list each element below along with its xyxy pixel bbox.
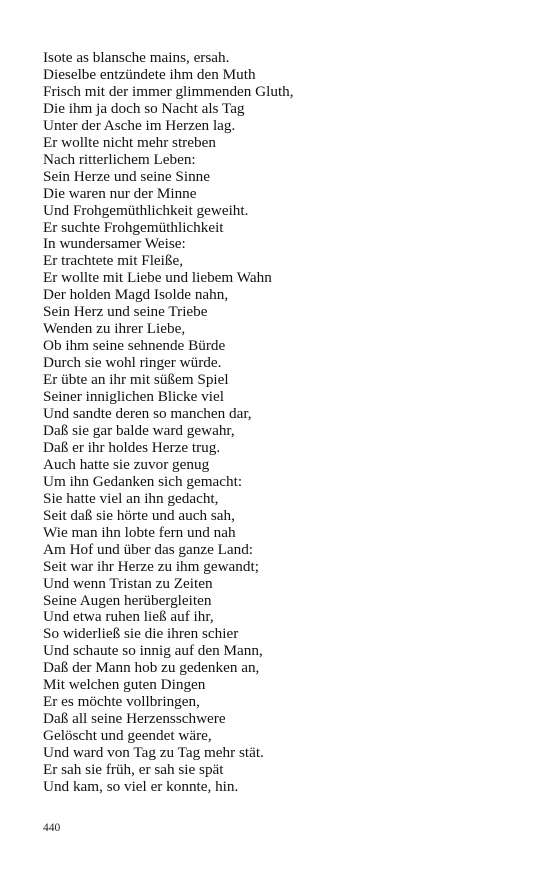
poem-line: Gelöscht und geendet wäre, xyxy=(43,727,212,745)
poem-line: Daß sie gar balde ward gewahr, xyxy=(43,421,235,439)
poem-line: Daß er ihr holdes Herze trug. xyxy=(43,438,221,456)
poem-line: Sein Herze und seine Sinne xyxy=(43,167,211,185)
poem-line: Seine Augen herübergleiten xyxy=(43,591,212,609)
poem-line: Daß der Mann hob zu gedenken an, xyxy=(43,659,260,677)
poem-line: Auch hatte sie zuvor genug xyxy=(43,455,210,473)
poem-line: Er sah sie früh, er sah sie spät xyxy=(43,761,224,779)
poem-line: Wie man ihn lobte fern und nah xyxy=(43,523,236,541)
poem-line: Ob ihm seine sehnende Bürde xyxy=(43,337,226,355)
poem-line: Am Hof und über das ganze Land: xyxy=(43,540,254,558)
poem-line: Dieselbe entzündete ihm den Muth xyxy=(43,65,256,83)
poem-text xyxy=(43,50,294,796)
poem-line: Er suchte Frohgemüthlichkeit xyxy=(43,218,224,236)
poem-line: Wenden zu ihrer Liebe, xyxy=(43,320,186,338)
poem-line: Und kam, so viel er konnte, hin. xyxy=(43,777,239,795)
poem-line: Seit war ihr Herze zu ihm gewandt; xyxy=(43,557,259,575)
poem-line: Frisch mit der immer glimmenden Gluth, xyxy=(43,82,294,100)
poem-line: Er es möchte vollbringen, xyxy=(43,693,200,711)
page-number: 440 xyxy=(43,822,61,834)
poem-line: Unter der Asche im Herzen lag. xyxy=(43,116,236,134)
poem-line: Die waren nur der Minne xyxy=(43,184,197,202)
poem-line: Und schaute so innig auf den Mann, xyxy=(43,642,263,660)
poem-line: Die ihm ja doch so Nacht als Tag xyxy=(43,99,245,117)
poem-line: Er übte an ihr mit süßem Spiel xyxy=(43,371,229,389)
poem-line: Und wenn Tristan zu Zeiten xyxy=(43,574,213,592)
poem-line: Er trachtete mit Fleiße, xyxy=(43,252,184,270)
poem-line: Er wollte mit Liebe und liebem Wahn xyxy=(43,269,272,287)
poem-line: Sein Herz und seine Triebe xyxy=(43,303,208,321)
poem-line: So widerließ sie die ihren schier xyxy=(43,625,239,643)
poem-line: Seiner inniglichen Blicke viel xyxy=(43,388,224,406)
poem-line: Seit daß sie hörte und auch sah, xyxy=(43,506,235,524)
poem-line: Und Frohgemüthlichkeit geweiht. xyxy=(43,201,249,219)
poem-line: Sie hatte viel an ihn gedacht, xyxy=(43,489,219,507)
poem-line: Durch sie wohl ringer würde. xyxy=(43,354,222,372)
poem-line: Nach ritterlichem Leben: xyxy=(43,150,196,168)
poem-line: In wundersamer Weise: xyxy=(43,235,186,253)
poem-line: Und sandte deren so manchen dar, xyxy=(43,405,252,423)
poem-line: Und ward von Tag zu Tag mehr stät. xyxy=(43,744,264,762)
poem-line: Der holden Magd Isolde nahn, xyxy=(43,286,229,304)
poem-line: Daß all seine Herzensschwere xyxy=(43,710,226,728)
poem-line: Mit welchen guten Dingen xyxy=(43,676,206,694)
poem-line: Um ihn Gedanken sich gemacht: xyxy=(43,472,243,490)
poem-line: Isote as blansche mains, ersah. xyxy=(43,49,230,66)
poem-line: Er wollte nicht mehr streben xyxy=(43,133,216,151)
poem-line: Und etwa ruhen ließ auf ihr, xyxy=(43,608,214,626)
